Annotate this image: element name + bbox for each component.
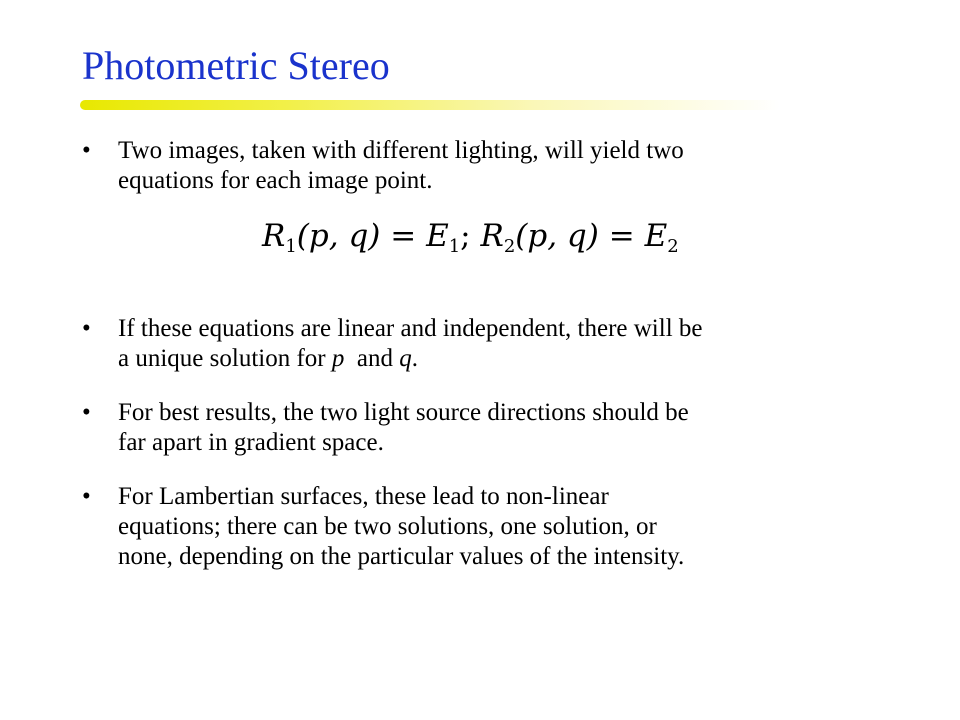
eq-symbol-R: R xyxy=(262,218,286,254)
text-span: and xyxy=(344,345,400,372)
bullet-line xyxy=(118,344,868,374)
eq-subscript: 2 xyxy=(667,236,679,257)
eq-equals: = xyxy=(598,218,645,254)
text-span: a unique solution for xyxy=(118,345,332,372)
bullet-line: none, depending on the particular values of the intensity. xyxy=(118,543,685,570)
bullet-marker: • xyxy=(82,315,91,342)
bullet-line: equations for each image point. xyxy=(118,167,433,194)
variable-p: p xyxy=(331,345,345,372)
eq-symbol-R: R xyxy=(480,218,504,254)
bullet-line: equations; there can be two solutions, one solution, or xyxy=(118,513,657,540)
eq-subscript: 1 xyxy=(448,236,461,257)
eq-subscript: 2 xyxy=(503,236,516,257)
title-underline xyxy=(80,100,780,110)
eq-symbol-E: E xyxy=(426,218,449,254)
bullet-line: For Lambertian surfaces, these lead to non-linear xyxy=(118,483,609,510)
eq-args: (p, q) xyxy=(515,218,599,254)
eq-equals: = xyxy=(380,218,427,254)
bullet-line: Two images, taken with different lighting, will yield two xyxy=(118,137,684,164)
slide-title: Photometric Stereo xyxy=(82,43,390,88)
eq-subscript: 1 xyxy=(285,236,297,257)
bullet-line: For best results, the two light source directions should be xyxy=(118,399,689,426)
bullet-text xyxy=(118,398,868,458)
bullet-line: far apart in gradient space. xyxy=(118,429,384,456)
bullet-text xyxy=(118,136,868,196)
bullet-line: If these equations are linear and independent, there will be xyxy=(118,315,703,342)
reflectance-equation xyxy=(262,216,679,267)
eq-symbol-E: E xyxy=(644,218,668,254)
bullet-marker: • xyxy=(82,399,91,426)
text-span: . xyxy=(411,345,418,372)
variable-q: q xyxy=(399,345,412,372)
bullet-marker: • xyxy=(82,137,91,164)
bullet-text xyxy=(118,314,868,374)
eq-separator: ; xyxy=(460,218,481,254)
bullet-text xyxy=(118,482,868,572)
bullet-marker: • xyxy=(82,483,91,510)
eq-args: (p, q) xyxy=(296,218,381,254)
